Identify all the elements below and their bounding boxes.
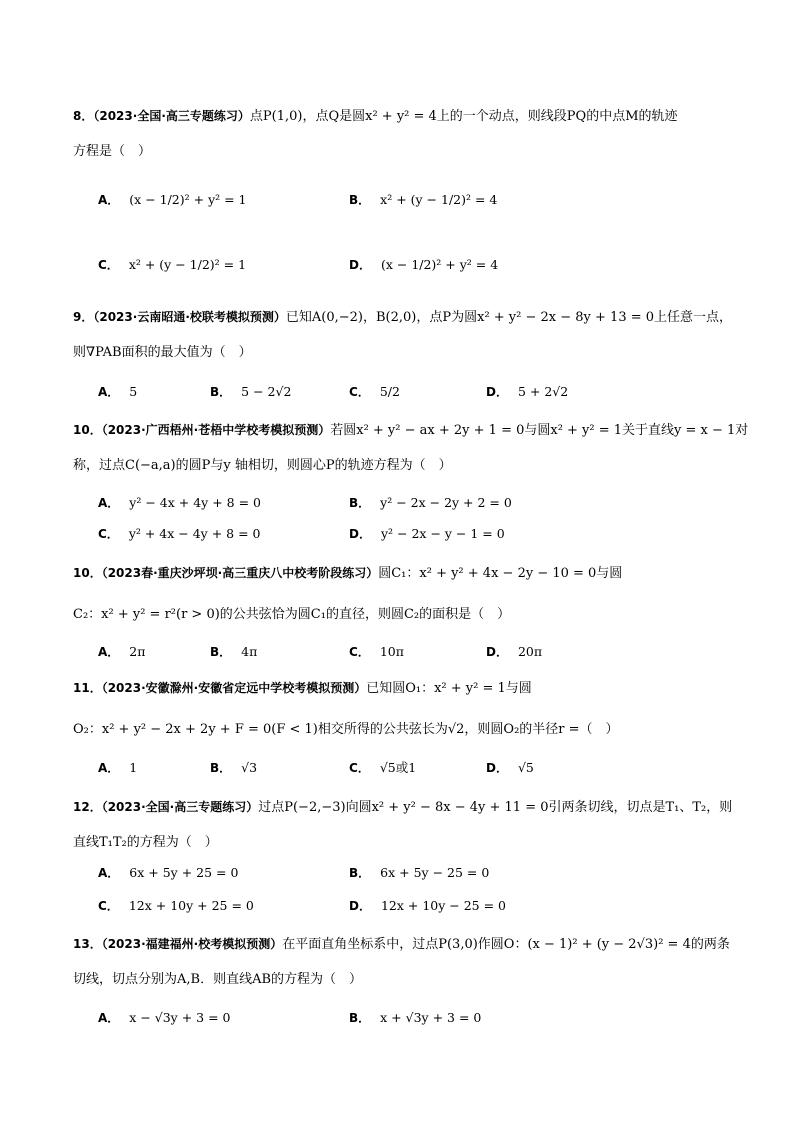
question-stem-line1: 过点P(−2,−3)向圆x² + y² − 8x − 4y + 11 = 0引两条切线，切点是T₁、T₂，则 [258,800,733,815]
option-b[interactable]: B． x + √3y + 3 = 0 [349,1010,482,1025]
option-c[interactable]: C． x² + (y − 1/2)² = 1 [98,257,247,272]
question-source: （2023春·重庆沙坪坝·高三重庆八中校考阶段练习） [101,566,379,580]
question-stem-line1: 点P(1,0)，点Q是圆x² + y² = 4上的一个动点，则线段PQ的中点M的轨迹 [249,109,678,124]
question-stem-line2: O₂：x² + y² − 2x + 2y + F = 0(F < 1)相交所得的公共弦长为√2，则圆O₂的半径r =（ ） [73,722,619,737]
option-text: 20π [517,644,543,659]
option-text: y² − 4x + 4y + 8 = 0 [129,495,261,510]
option-a[interactable]: A． 2π [98,644,146,659]
option-text: √5 [517,760,534,775]
question-number: 8． [73,109,94,123]
option-text: 12x + 10y + 25 = 0 [128,898,254,913]
option-a[interactable]: A． 6x + 5y + 25 = 0 [98,865,239,880]
option-a[interactable]: A． x − √3y + 3 = 0 [98,1010,231,1025]
option-c[interactable]: C． 10π [349,644,404,659]
question-number: 12． [73,800,102,814]
option-text: 1 [129,760,138,775]
option-a[interactable]: A． (x − 1/2)² + y² = 1 [98,192,247,207]
question-stem-line2: 称，过点C(−a,a)的圆P与y 轴相切，则圆心P的轨迹方程为（ ） [73,458,452,473]
option-text: y² + 4x − 4y + 8 = 0 [128,526,261,541]
question-stem-line2: 切线，切点分别为A,B．则直线AB的方程为（ ） [73,972,363,987]
option-text: x² + (y − 1/2)² = 4 [380,192,498,207]
option-c[interactable]: C． √5或1 [349,760,417,775]
question-source: （2023·安徽滁州·安徽省定远中学校考模拟预测） [101,681,367,695]
question-stem-line2: C₂：x² + y² = r²(r > 0)的公共弦恰为圆C₁的直径，则圆C₂的面积是（ ） [73,607,511,622]
question-source: （2023·全国·高三专题练习） [101,800,259,814]
question-number: 9． [73,310,94,324]
question-10b [73,563,733,584]
option-b[interactable]: B． x² + (y − 1/2)² = 4 [349,192,498,207]
question-source: （2023·广西梧州·苍梧中学校考模拟预测） [101,423,331,437]
question-number: 10． [73,423,102,437]
question-stem-line2: 则∇PAB面积的最大值为（ ） [73,345,252,360]
option-text: √3 [241,760,258,775]
question-13-line2 [73,970,733,990]
option-text: 5 − 2√2 [241,384,292,399]
question-stem-line2: 直线T₁T₂的方程为（ ） [73,835,218,850]
question-10a-line2 [73,456,733,476]
option-text: √5或1 [379,760,417,775]
option-b[interactable]: B． y² − 2x − 2y + 2 = 0 [349,495,512,510]
question-10a [73,420,749,441]
question-9 [73,307,733,328]
option-d[interactable]: D． 12x + 10y − 25 = 0 [349,898,507,913]
option-a[interactable]: A． 5 [98,384,138,399]
question-stem-line1: 圆C₁：x² + y² + 4x − 2y − 10 = 0与圆 [378,566,623,581]
question-12-line2 [73,833,733,853]
option-a[interactable]: A． 1 [98,760,138,775]
option-c[interactable]: C． 12x + 10y + 25 = 0 [98,898,254,913]
option-c[interactable]: C． 5/2 [349,384,400,399]
option-text: 5 [129,384,138,399]
option-text: 5 + 2√2 [517,384,569,399]
option-text: (x − 1/2)² + y² = 1 [129,192,247,207]
option-d[interactable]: D． √5 [486,760,534,775]
option-d[interactable]: D． 5 + 2√2 [486,384,569,399]
option-d[interactable]: D． y² − 2x − y − 1 = 0 [349,526,505,541]
question-8-line2 [73,142,733,162]
option-a[interactable]: A． y² − 4x + 4y + 8 = 0 [98,495,261,510]
option-text: 4π [241,644,258,659]
question-number: 11． [73,681,102,695]
question-9-line2 [73,343,733,363]
question-stem-line1: 在平面直角坐标系中，过点P(3,0)作圆O：(x − 1)² + (y − 2√3)² = 4的两条 [282,937,730,952]
question-source: （2023·云南昭通·校联考模拟预测） [93,310,286,324]
option-b[interactable]: B． 6x + 5y − 25 = 0 [349,865,490,880]
option-d[interactable]: D． 20π [486,644,543,659]
option-b[interactable]: B． 5 − 2√2 [210,384,292,399]
question-11-line2 [73,720,733,740]
question-stem-line1: 已知圆O₁：x² + y² = 1与圆 [366,681,532,696]
option-b[interactable]: B． √3 [210,760,258,775]
question-10b-line2 [73,605,733,625]
question-stem-line1: 若圆x² + y² − ax + 2y + 1 = 0与圆x² + y² = 1关于直线y = x − 1对 [330,423,749,438]
option-text: 6x + 5y + 25 = 0 [129,865,239,880]
option-text: 6x + 5y − 25 = 0 [380,865,490,880]
option-text: 5/2 [379,384,400,399]
question-13 [73,934,733,955]
option-b[interactable]: B． 4π [210,644,258,659]
option-text: y² − 2x − y − 1 = 0 [380,526,505,541]
option-text: y² − 2x − 2y + 2 = 0 [380,495,512,510]
question-stem-line2: 方程是（ ） [73,144,152,159]
question-source: （2023·全国·高三专题练习） [93,109,250,123]
option-text: 2π [129,644,146,659]
question-11 [73,678,733,699]
option-d[interactable]: D． (x − 1/2)² + y² = 4 [349,257,499,272]
question-source: （2023·福建福州·校考模拟预测） [101,937,283,951]
question-number: 13． [73,937,102,951]
option-text: x² + (y − 1/2)² = 1 [128,257,247,272]
option-text: x − √3y + 3 = 0 [129,1010,231,1025]
question-stem-line1: 已知A(0,−2)，B(2,0)，点P为圆x² + y² − 2x − 8y + 13 = 0上任意一点， [285,310,733,325]
question-number: 10． [73,566,102,580]
question-8 [73,106,733,127]
option-c[interactable]: C． y² + 4x − 4y + 8 = 0 [98,526,261,541]
option-text: x + √3y + 3 = 0 [380,1010,482,1025]
option-text: (x − 1/2)² + y² = 4 [380,257,499,272]
question-12 [73,797,733,818]
option-text: 10π [379,644,404,659]
option-text: 12x + 10y − 25 = 0 [380,898,507,913]
